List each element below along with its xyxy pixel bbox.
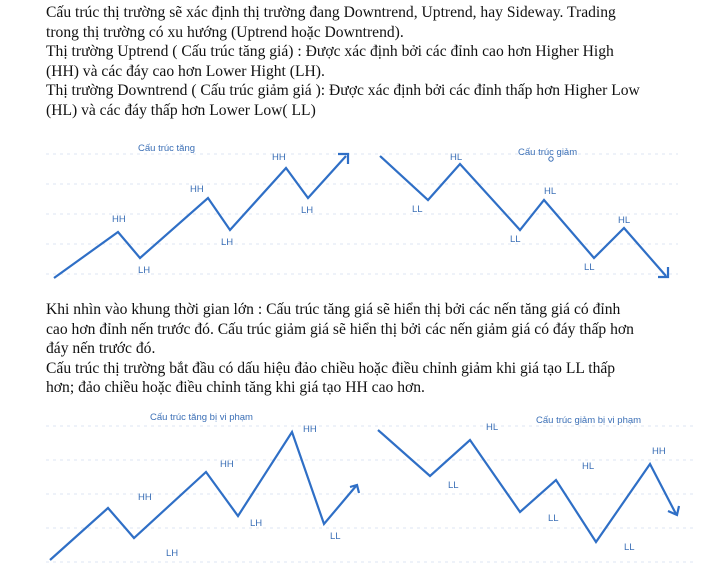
broken-downtrend-label-3: HL <box>582 461 595 472</box>
intro-line-2: trong thị trường có xu hướng (Uptrend hoặc Downtrend). <box>46 23 404 41</box>
broken-downtrend-label-6: LL <box>624 542 635 553</box>
broken-uptrend-line <box>50 432 356 560</box>
downtrend-title: Cấu trúc giảm <box>518 147 578 158</box>
downtrend-label-1: HL <box>450 152 463 163</box>
intro-line-5: Thị trường Downtrend ( Cấu trúc giảm giá ): Được xác định bởi các đỉnh thấp hơn Higher Low <box>46 82 640 99</box>
intro-line-6: (HL) và các đáy thấp hơn Lower Low( LL) <box>46 101 316 119</box>
downtrend-label-6: LL <box>584 262 595 273</box>
uptrend-label-6: LH <box>301 205 314 216</box>
uptrend-line <box>54 156 346 278</box>
intro-line-1: Cấu trúc thị trường sẽ xác định thị trường đang Downtrend, Uptrend, hay Sideway. Trading <box>46 4 616 21</box>
uptrend-title: Cấu trúc tăng <box>138 143 196 154</box>
structure-break-diagram <box>46 404 696 569</box>
broken-uptrend-label-3: HH <box>220 459 234 470</box>
middle-line-3: đáy nến trước đó. <box>46 340 156 357</box>
broken-uptrend-label-4: LH <box>250 518 263 529</box>
uptrend-label-5: HH <box>272 152 286 163</box>
downtrend-label-2: LL <box>412 204 423 215</box>
middle-paragraph <box>46 300 696 398</box>
uptrend-label-2: LH <box>138 265 151 276</box>
broken-downtrend-label-2: LL <box>448 480 459 491</box>
middle-line-5: hơn; đảo chiều hoặc điều chỉnh tăng khi giá tạo HH cao hơn. <box>46 379 425 396</box>
broken-downtrend-label-1: HL <box>486 422 499 433</box>
broken-downtrend-title: Cấu trúc giảm bị vi phạm <box>536 415 642 426</box>
broken-uptrend-structure <box>50 412 359 560</box>
intro-line-3: Thị trường Uptrend ( Cấu trúc tăng giá) : Được xác định bởi các đỉnh cao hơn Higher High <box>46 43 614 60</box>
downtrend-label-5: HL <box>618 215 631 226</box>
broken-uptrend-title: Cấu trúc tăng bị vi phạm <box>150 412 253 423</box>
middle-line-2: cao hơn đỉnh nến trước đó. Cấu trúc giảm giá sẽ hiển thị bởi các nến giảm giá có đáy thấp hơn <box>46 320 634 338</box>
broken-uptrend-label-1: HH <box>138 492 152 503</box>
uptrend-structure <box>54 143 348 278</box>
broken-uptrend-label-5: HH <box>303 424 317 435</box>
broken-downtrend-line <box>378 430 676 542</box>
market-structure-diagram <box>46 134 678 284</box>
downtrend-label-4: LL <box>510 234 521 245</box>
middle-line-4: Cấu trúc thị trường bắt đầu có dấu hiệu đảo chiều hoặc điều chỉnh giảm khi giá tạo LL thấp <box>46 359 616 377</box>
uptrend-label-3: HH <box>190 184 204 195</box>
broken-downtrend-label-5: HH <box>652 446 666 457</box>
broken-downtrend-structure <box>378 415 679 553</box>
downtrend-label-3: HL <box>544 186 557 197</box>
broken-uptrend-label-2: LH <box>166 548 179 559</box>
broken-uptrend-label-6: LL <box>330 531 341 542</box>
intro-paragraph <box>46 3 696 120</box>
middle-line-1: Khi nhìn vào khung thời gian lớn : Cấu trúc tăng giá sẽ hiển thị bởi các nến tăng giá có đỉnh <box>46 301 621 318</box>
uptrend-label-4: LH <box>221 237 234 248</box>
intro-line-4: (HH) và các đáy cao hơn Lower Hight (LH). <box>46 62 325 80</box>
broken-downtrend-label-4: LL <box>548 513 559 524</box>
uptrend-label-1: HH <box>112 214 126 225</box>
downtrend-structure <box>380 147 668 277</box>
